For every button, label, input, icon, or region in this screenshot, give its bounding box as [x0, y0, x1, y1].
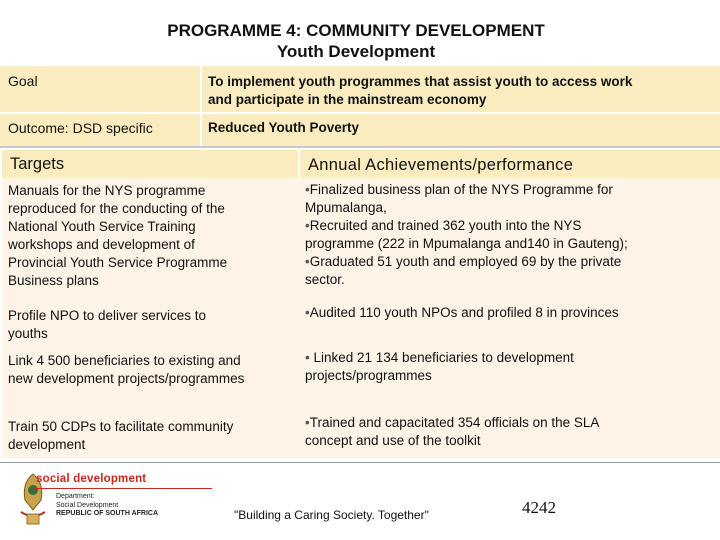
bullet-icon: •	[305, 182, 310, 197]
target-line: Link 4 500 beneficiaries to existing and	[8, 353, 241, 368]
bullet-icon: •	[305, 218, 310, 233]
achievement-cell	[305, 181, 713, 289]
title-line-1: PROGRAMME 4: COMMUNITY DEVELOPMENT	[167, 21, 545, 40]
brand-rule	[34, 488, 212, 489]
bullet-icon: •	[305, 415, 310, 430]
target-cell	[8, 307, 293, 343]
achievement-text: Mpumalanga,	[305, 200, 387, 215]
department-block	[56, 493, 158, 519]
row-divider	[0, 112, 720, 114]
dept-line-1: Department:	[56, 493, 95, 500]
target-line: National Youth Service Training	[8, 219, 196, 234]
goal-text-line-2: and participate in the mainstream economy	[208, 92, 487, 107]
bullet-icon: •	[305, 350, 310, 365]
achievement-line	[305, 414, 713, 432]
achievement-text: Linked 21 134 beneficiaries to development	[309, 350, 574, 365]
slogan: "Building a Caring Society. Together"	[234, 508, 429, 522]
achievement-line	[305, 217, 713, 235]
achievement-line	[305, 271, 713, 289]
achievement-text: Trained and capacitated 354 officials on the SLA	[309, 415, 600, 430]
goal-text	[208, 73, 713, 109]
achievement-line	[305, 235, 713, 253]
dept-line-3: REPUBLIC OF SOUTH AFRICA	[56, 510, 159, 517]
achievement-line	[305, 349, 713, 367]
target-line: youths	[8, 326, 48, 341]
achievement-text: Finalized business plan of the NYS Programme for	[309, 182, 613, 197]
achievement-line	[305, 432, 713, 450]
achievements-header: Annual Achievements/performance	[308, 156, 574, 174]
target-line: new development projects/programmes	[8, 371, 245, 386]
achievement-text: Recruited and trained 362 youth into the NYS	[309, 218, 582, 233]
achievement-line	[305, 253, 713, 271]
table-header-divider	[298, 150, 300, 178]
target-line: reproduced for the conducting of the	[8, 201, 225, 216]
footer-divider	[0, 462, 720, 463]
target-cell	[8, 182, 293, 290]
target-line: workshops and development of	[8, 237, 195, 252]
brand-wordmark: social development	[36, 473, 147, 485]
achievement-line	[305, 304, 713, 322]
target-line: development	[8, 437, 86, 452]
page-title	[0, 20, 712, 62]
dept-line-2: Social Development	[56, 501, 119, 509]
achievement-text: sector.	[305, 272, 345, 287]
bullet-icon: •	[305, 305, 310, 320]
achievement-text: concept and use of the toolkit	[305, 433, 481, 448]
target-line: Profile NPO to deliver services to	[8, 308, 207, 323]
target-line: Business plans	[8, 273, 99, 288]
block-shadow	[0, 146, 720, 148]
achievement-cell	[305, 349, 713, 385]
outcome-text: Reduced Youth Poverty	[208, 120, 360, 135]
bullet-icon: •	[305, 254, 310, 269]
target-line: Manuals for the NYS programme	[8, 183, 206, 198]
achievement-line	[305, 199, 713, 217]
achievement-text: Graduated 51 youth and employed 69 by the private	[309, 254, 622, 269]
achievement-line	[305, 367, 713, 385]
achievement-text: Audited 110 youth NPOs and profiled 8 in provinces	[309, 305, 619, 320]
target-line: Train 50 CDPs to facilitate community	[8, 419, 234, 434]
achievement-line	[305, 181, 713, 199]
achievement-text: projects/programmes	[305, 368, 432, 383]
title-line-2: Youth Development	[276, 42, 436, 61]
goal-label: Goal	[8, 73, 38, 89]
achievement-cell	[305, 414, 713, 450]
target-line: Provincial Youth Service Programme	[8, 255, 228, 270]
targets-header: Targets	[10, 155, 65, 173]
achievement-cell	[305, 304, 713, 322]
target-cell	[8, 352, 293, 388]
outcome-label: Outcome: DSD specific	[8, 120, 153, 136]
target-cell	[8, 418, 293, 454]
page-number: 4242	[522, 498, 556, 517]
column-divider	[200, 66, 202, 148]
goal-text-line-1: To implement youth programmes that assist youth to access work	[208, 74, 633, 89]
achievement-text: programme (222 in Mpumalanga and140 in Gauteng);	[305, 236, 628, 251]
